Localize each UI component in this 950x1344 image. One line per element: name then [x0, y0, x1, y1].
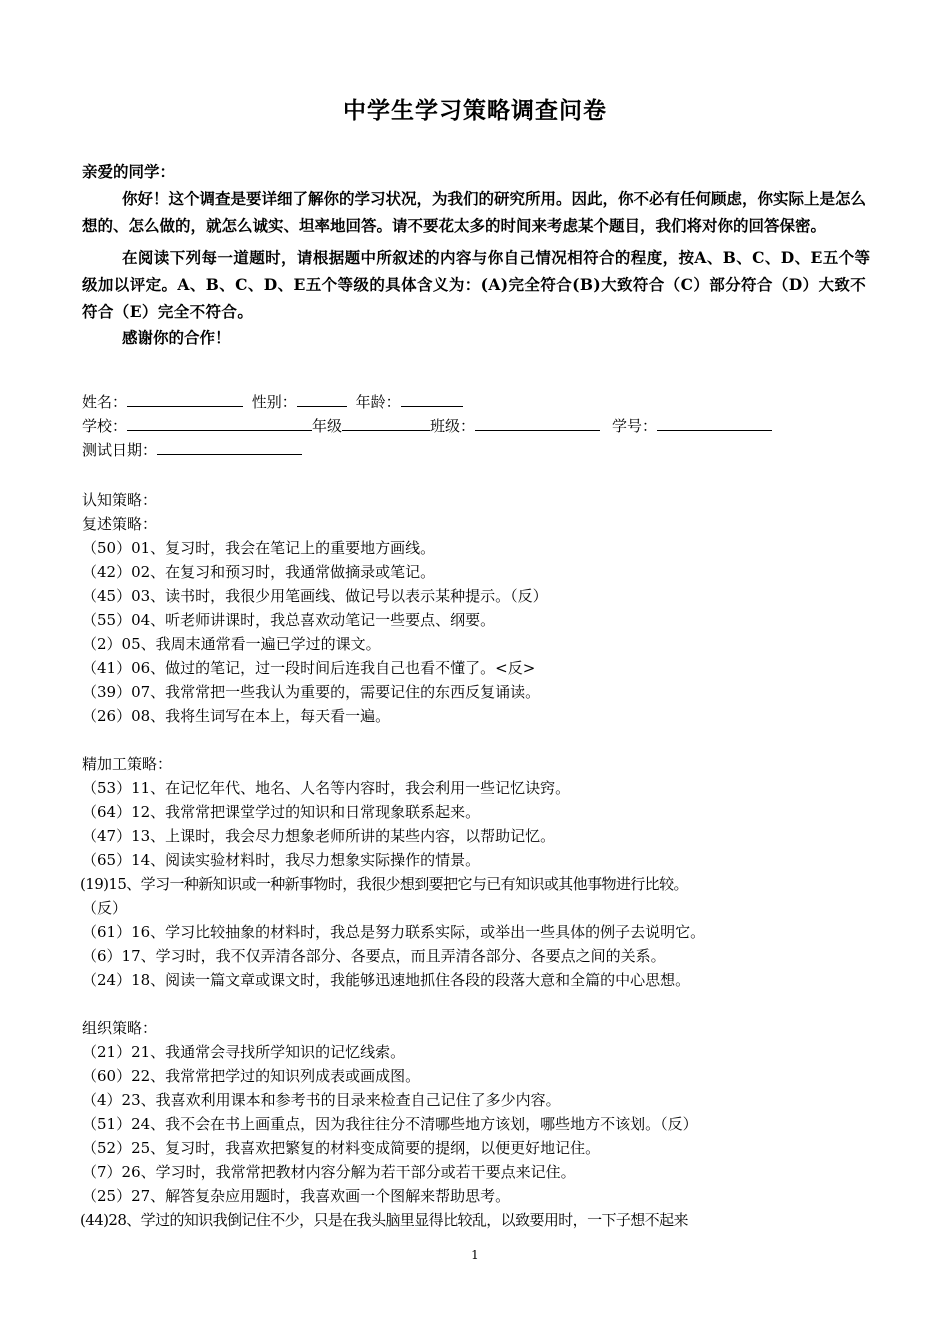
question-item: （60）22、我常常把学过的知识列成表或画成图。: [82, 1067, 421, 1085]
name-label: 姓名：: [82, 393, 128, 411]
school-field[interactable]: [127, 414, 312, 431]
question-item: （61）16、学习比较抽象的材料时，我总是努力联系实际，或举出一些具体的例子去说明它。: [82, 923, 706, 941]
question-item: （21）21、我通常会寻找所学知识的记忆线索。: [82, 1043, 406, 1061]
question-item: （6）17、学习时，我不仅弄清各部分、各要点，而且弄清各部分、各要点之间的关系。: [82, 947, 666, 965]
question-item: （25）27、解答复杂应用题时，我喜欢画一个图解来帮助思考。: [82, 1187, 511, 1205]
page-number: 1: [471, 1248, 479, 1262]
question-item: （41）06、做过的笔记，过一段时间后连我自己也看不懂了。<反>: [82, 659, 536, 677]
question-item: （52）25、复习时，我喜欢把繁复的材料变成简要的提纲，以便更好地记住。: [82, 1139, 601, 1157]
question-item: （26）08、我将生词写在本上，每天看一遍。: [82, 707, 391, 725]
age-field[interactable]: [401, 390, 463, 407]
question-item: （47）13、上课时，我会尽力想象老师所讲的某些内容，以帮助记忆。: [82, 827, 556, 845]
section-heading: 组织策略：: [82, 1019, 158, 1037]
gender-field[interactable]: [297, 390, 347, 407]
test-date-field[interactable]: [157, 438, 302, 455]
thanks-line: 感谢你的合作！: [122, 328, 231, 347]
section-heading: 精加工策略：: [82, 755, 173, 773]
question-item: （4）23、我喜欢利用课本和参考书的目录来检查自己记住了多少内容。: [82, 1091, 561, 1109]
gender-label: 性别：: [251, 393, 297, 411]
page-title: 中学生学习策略调查问卷: [343, 98, 607, 124]
question-item: （65）14、阅读实验材料时，我尽力想象实际操作的情景。: [82, 851, 481, 869]
greeting: 亲爱的同学：: [82, 162, 176, 181]
section-heading: 复述策略：: [82, 515, 158, 533]
section-gap: [82, 728, 882, 752]
questionnaire-sections: [82, 488, 882, 1232]
intro-paragraph-1: 你好！这个调查是要详细了解你的学习状况，为我们的研究所用。因此，你不必有任何顾虑，你实际上是怎么想的、怎么做的，就怎么诚实、坦率地回答。请不要花太多的时间来考虑某个题目，我们将对你的回答保密。: [82, 189, 867, 235]
section-heading: 认知策略：: [82, 491, 158, 509]
test-date-label: 测试日期：: [82, 441, 158, 459]
question-item: （反）: [82, 899, 128, 917]
question-item: （42）02、在复习和预习时，我通常做摘录或笔记。: [82, 563, 436, 581]
section-gap: [82, 992, 882, 1016]
question-item: （39）07、我常常把一些我认为重要的，需要记住的东西反复诵读。: [82, 683, 541, 701]
question-item: （55）04、听老师讲课时，我总喜欢动笔记一些要点、纲要。: [82, 611, 496, 629]
question-item: (19)15、学习一种新知识或一种新事物时，我很少想到要把它与已有知识或其他事物进行比较。: [80, 875, 688, 893]
name-field[interactable]: [127, 390, 243, 407]
question-item: (44)28、学过的知识我倒记住不少，只是在我头脑里显得比较乱，以致要用时，一下子想不起来: [80, 1211, 688, 1229]
age-label: 年龄：: [355, 393, 401, 411]
question-item: （24）18、阅读一篇文章或课文时，我能够迅速地抓住各段的段落大意和全篇的中心思想。: [82, 971, 691, 989]
question-item: （45）03、读书时，我很少用笔画线、做记号以表示某种提示。（反）: [82, 587, 548, 605]
question-item: （2）05、我周末通常看一遍已学过的课文。: [82, 635, 381, 653]
form-row-3: [82, 438, 882, 462]
intro-block: [82, 158, 872, 351]
question-item: （7）26、学习时，我常常把教材内容分解为若干部分或若干要点来记住。: [82, 1163, 576, 1181]
student-id-field[interactable]: [657, 414, 772, 431]
question-item: （53）11、在记忆年代、地名、人名等内容时，我会利用一些记忆诀窍。: [82, 779, 571, 797]
question-item: （64）12、我常常把课堂学过的知识和日常现象联系起来。: [82, 803, 481, 821]
grade-field[interactable]: [342, 414, 430, 431]
question-item: （51）24、我不会在书上画重点，因为我往往分不清哪些地方该划，哪些地方不该划。（反）: [82, 1115, 698, 1133]
class-label: 班级：: [430, 417, 476, 435]
student-info-form: [82, 390, 882, 462]
class-field[interactable]: [475, 414, 600, 431]
intro-paragraph-2: 在阅读下列每一道题时，请根据题中所叙述的内容与你自己情况相符合的程度，按A、B、C、D、E五个等级加以评定。A、B、C、D、E五个等级的具体含义为：(A)完全符合(B)大致符合（C）部分符合（D）大致不符合（E）完全不符合。: [82, 248, 871, 321]
student-id-label: 学号：: [612, 417, 658, 435]
form-row-2: [82, 414, 882, 438]
form-row-1: [82, 390, 882, 414]
grade-label: 年级: [312, 417, 343, 435]
school-label: 学校：: [82, 417, 128, 435]
question-item: （50）01、复习时，我会在笔记上的重要地方画线。: [82, 539, 436, 557]
